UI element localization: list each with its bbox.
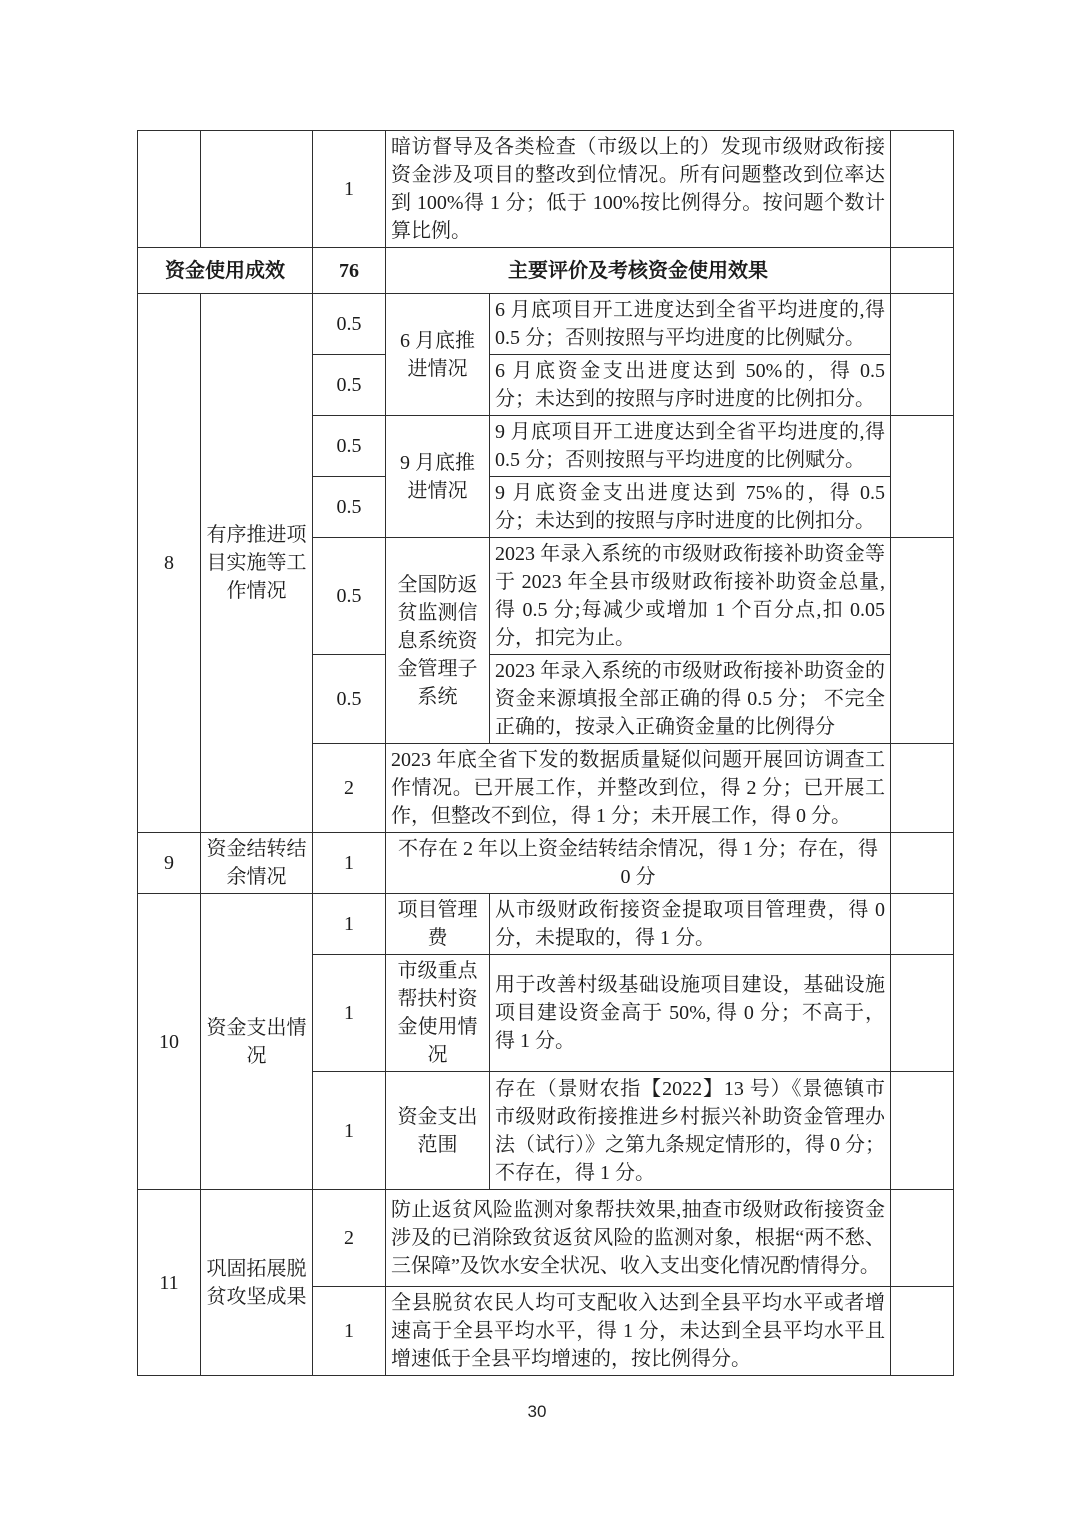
criteria-cell: 2023 年底全省下发的数据质量疑似问题开展回访调查工作情况。已开展工作，并整改到位，得 2 分；已开展工作，但整改不到位，得 1 分；未开展工作，得 0 分。 <box>386 744 891 833</box>
section-title-cell: 主要评价及考核资金使用效果 <box>386 248 891 294</box>
sub-item-cell: 项目管理费 <box>386 894 490 955</box>
criteria-cell: 不存在 2 年以上资金结转结余情况，得 1 分；存在，得 0 分 <box>386 833 891 894</box>
criteria-cell: 用于改善村级基础设施项目建设，基础设施项目建设资金高于 50%, 得 0 分；不高于，得 1 分。 <box>490 955 891 1072</box>
grading-cell <box>891 833 954 894</box>
grading-cell <box>891 1190 954 1287</box>
table-row-10-1 <box>138 894 954 955</box>
criteria-cell: 存在（景财农指【2022】13 号）《景德镇市市级财政衔接推进乡村振兴补助资金管理办法（试行）》之第九条规定情形的，得 0 分；不存在，得 1 分。 <box>490 1072 891 1190</box>
criteria-cell: 防止返贫风险监测对象帮扶效果,抽查市级财政衔接资金涉及的已消除致贫返贫风险的监测对象，根据“两不愁、三保障”及饮水安全状况、收入支出变化情况酌情得分。 <box>386 1190 891 1287</box>
score-cell: 0.5 <box>313 538 386 655</box>
sub-item-cell: 资金支出范围 <box>386 1072 490 1190</box>
table-row-11-1 <box>138 1190 954 1287</box>
criteria-cell: 全县脱贫农民人均可支配收入达到全县平均水平或者增速高于全县平均水平，得 1 分，未达到全县平均水平且增速低于全县平均增速的，按比例得分。 <box>386 1287 891 1376</box>
grading-cell <box>891 538 954 744</box>
score-cell: 0.5 <box>313 294 386 355</box>
score-cell: 2 <box>313 1190 386 1287</box>
score-cell: 1 <box>313 894 386 955</box>
row-no-cell-empty <box>138 131 201 248</box>
grading-cell <box>891 294 954 416</box>
table-row-carryover <box>138 131 954 248</box>
criteria-cell: 暗访督导及各类检查（市级以上的）发现市级财政衔接资金涉及项目的整改到位情况。所有问题整改到位率达到 100%得 1 分；低于 100%按比例得分。按问题个数计算比例。 <box>386 131 891 248</box>
score-cell: 0.5 <box>313 355 386 416</box>
criteria-cell: 6 月底项目开工进度达到全省平均进度的,得 0.5 分；否则按照与平均进度的比例赋分。 <box>490 294 891 355</box>
criteria-cell: 6 月底资金支出进度达到 50%的，得 0.5 分；未达到的按照与序时进度的比例扣分。 <box>490 355 891 416</box>
section-name-cell: 资金使用成效 <box>138 248 313 294</box>
grading-cell <box>891 894 954 955</box>
score-cell: 0.5 <box>313 655 386 744</box>
grading-cell <box>891 744 954 833</box>
sub-item-cell: 全国防返贫监测信息系统资金管理子系统 <box>386 538 490 744</box>
category-cell-empty <box>201 131 313 248</box>
row-no-cell: 11 <box>138 1190 201 1376</box>
category-cell: 资金结转结余情况 <box>201 833 313 894</box>
sub-item-cell: 6 月底推进情况 <box>386 294 490 416</box>
category-cell: 资金支出情况 <box>201 894 313 1190</box>
score-cell: 0.5 <box>313 477 386 538</box>
grading-cell <box>891 955 954 1072</box>
criteria-cell: 2023 年录入系统的市级财政衔接补助资金等于 2023 年全县市级财政衔接补助资金总量,得 0.5 分;每减少或增加 1 个百分点,扣 0.05 分，扣完为止。 <box>490 538 891 655</box>
score-cell: 2 <box>313 744 386 833</box>
grading-cell <box>891 1287 954 1376</box>
score-cell: 1 <box>313 1287 386 1376</box>
category-cell: 巩固拓展脱贫攻坚成果 <box>201 1190 313 1376</box>
criteria-cell: 2023 年录入系统的市级财政衔接补助资金的资金来源填报全部正确的得 0.5 分； 不完全正确的，按录入正确资金量的比例得分 <box>490 655 891 744</box>
row-no-cell: 8 <box>138 294 201 833</box>
evaluation-table <box>137 130 954 1376</box>
row-no-cell: 9 <box>138 833 201 894</box>
grading-cell <box>891 1072 954 1190</box>
section-score-cell: 76 <box>313 248 386 294</box>
criteria-cell: 9 月底项目开工进度达到全省平均进度的,得 0.5 分；否则按照与平均进度的比例赋分。 <box>490 416 891 477</box>
table-row-8-june-1 <box>138 294 954 355</box>
criteria-cell: 9 月底资金支出进度达到 75%的，得 0.5 分；未达到的按照与序时进度的比例扣分。 <box>490 477 891 538</box>
table-row-section-header <box>138 248 954 294</box>
score-cell: 1 <box>313 833 386 894</box>
page-number: 30 <box>527 1402 547 1421</box>
criteria-cell: 从市级财政衔接资金提取项目管理费，得 0 分，未提取的，得 1 分。 <box>490 894 891 955</box>
category-cell: 有序推进项目实施等工作情况 <box>201 294 313 833</box>
grading-cell <box>891 416 954 538</box>
sub-item-cell: 市级重点帮扶村资金使用情况 <box>386 955 490 1072</box>
score-cell: 1 <box>313 131 386 248</box>
sub-item-cell: 9 月底推进情况 <box>386 416 490 538</box>
grading-cell <box>891 248 954 294</box>
score-cell: 1 <box>313 1072 386 1190</box>
row-no-cell: 10 <box>138 894 201 1190</box>
score-cell: 1 <box>313 955 386 1072</box>
table-row-9 <box>138 833 954 894</box>
grading-cell <box>891 131 954 248</box>
score-cell: 0.5 <box>313 416 386 477</box>
